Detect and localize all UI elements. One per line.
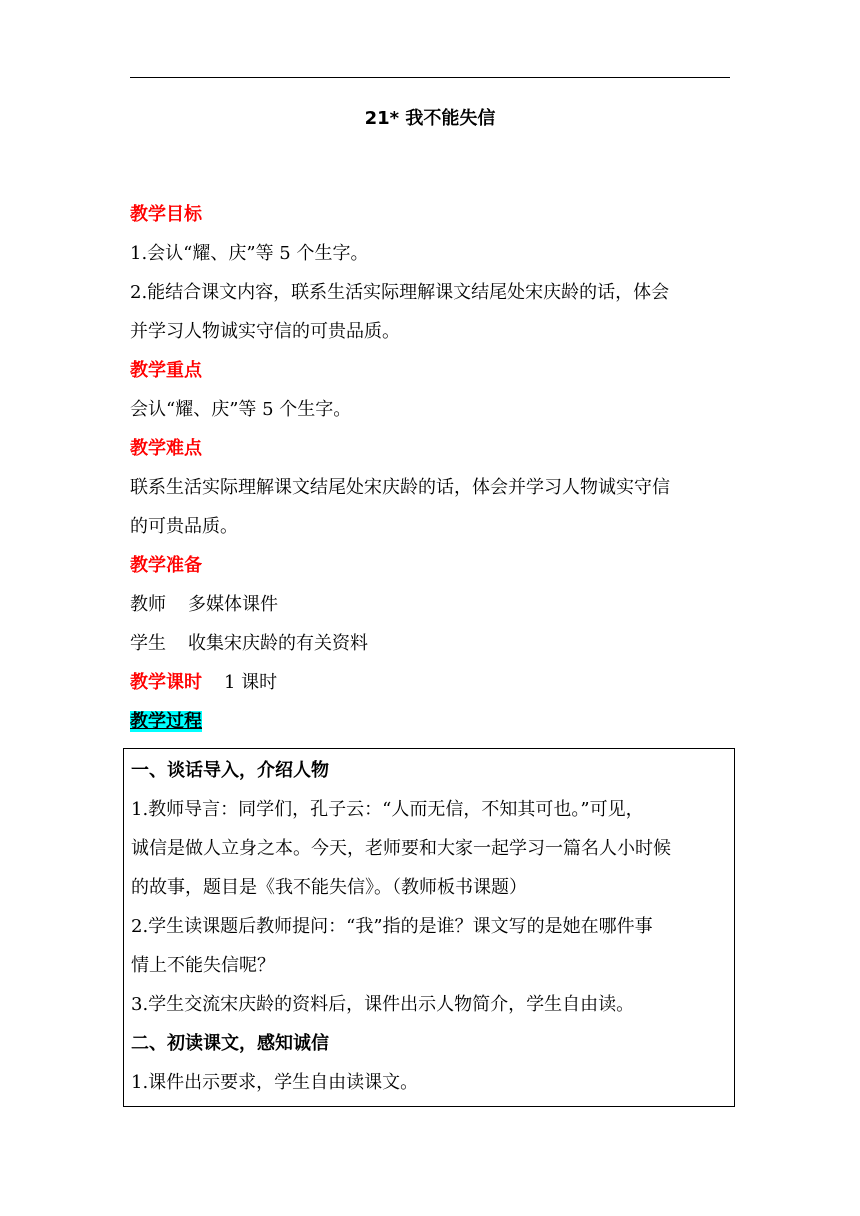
process-line: 3.学生交流宋庆龄的资料后，课件出示人物简介，学生自由读。 bbox=[131, 994, 635, 1015]
preparation-heading: 教学准备 bbox=[130, 555, 202, 576]
page-title: 21* 我不能失信 bbox=[364, 108, 496, 129]
process-line: 情上不能失信呢？ bbox=[131, 955, 275, 976]
objective-item: 2.能结合课文内容，联系生活实际理解课文结尾处宋庆龄的话，体会 bbox=[130, 282, 670, 303]
periods-heading: 教学课时 bbox=[130, 672, 202, 693]
process-box bbox=[123, 748, 735, 1107]
preparation-student bbox=[130, 624, 730, 663]
document-body bbox=[130, 195, 730, 741]
objective-item: 1.会认“耀、庆”等 5 个生字。 bbox=[130, 243, 369, 264]
key-points-text: 会认“耀、庆”等 5 个生字。 bbox=[130, 399, 352, 420]
objective-item: 并学习人物诚实守信的可贵品质。 bbox=[130, 321, 400, 342]
difficulties-heading: 教学难点 bbox=[130, 438, 202, 459]
student-role: 学生 bbox=[130, 633, 166, 654]
key-points-heading: 教学重点 bbox=[130, 360, 202, 381]
process-line: 诚信是做人立身之本。今天，老师要和大家一起学习一篇名人小时候 bbox=[131, 838, 671, 859]
objectives-heading: 教学目标 bbox=[130, 204, 202, 225]
process-line: 二、初读课文，感知诚信 bbox=[131, 1033, 329, 1054]
preparation-teacher bbox=[130, 585, 730, 624]
student-text: 收集宋庆龄的有关资料 bbox=[188, 633, 368, 654]
difficulties-text: 的可贵品质。 bbox=[130, 516, 238, 537]
process-line: 的故事，题目是《我不能失信》。（教师板书课题） bbox=[131, 877, 527, 898]
process-line: 1.教师导言：同学们，孔子云：“人而无信，不知其可也。”可见， bbox=[131, 799, 644, 820]
periods-row bbox=[130, 663, 730, 702]
process-heading-row bbox=[130, 702, 730, 741]
difficulties-text: 联系生活实际理解课文结尾处宋庆龄的话，体会并学习人物诚实守信 bbox=[130, 477, 670, 498]
periods-value: 1 课时 bbox=[224, 672, 278, 693]
process-line: 一、谈话导入，介绍人物 bbox=[131, 760, 329, 781]
process-line: 2.学生读课题后教师提问：“我”指的是谁？课文写的是她在哪件事 bbox=[131, 916, 653, 937]
teacher-text: 多媒体课件 bbox=[188, 594, 278, 615]
teacher-role: 教师 bbox=[130, 594, 166, 615]
process-heading: 教学过程 bbox=[130, 711, 202, 732]
process-line: 1.课件出示要求，学生自由读课文。 bbox=[131, 1072, 419, 1093]
header-rule bbox=[130, 77, 730, 78]
